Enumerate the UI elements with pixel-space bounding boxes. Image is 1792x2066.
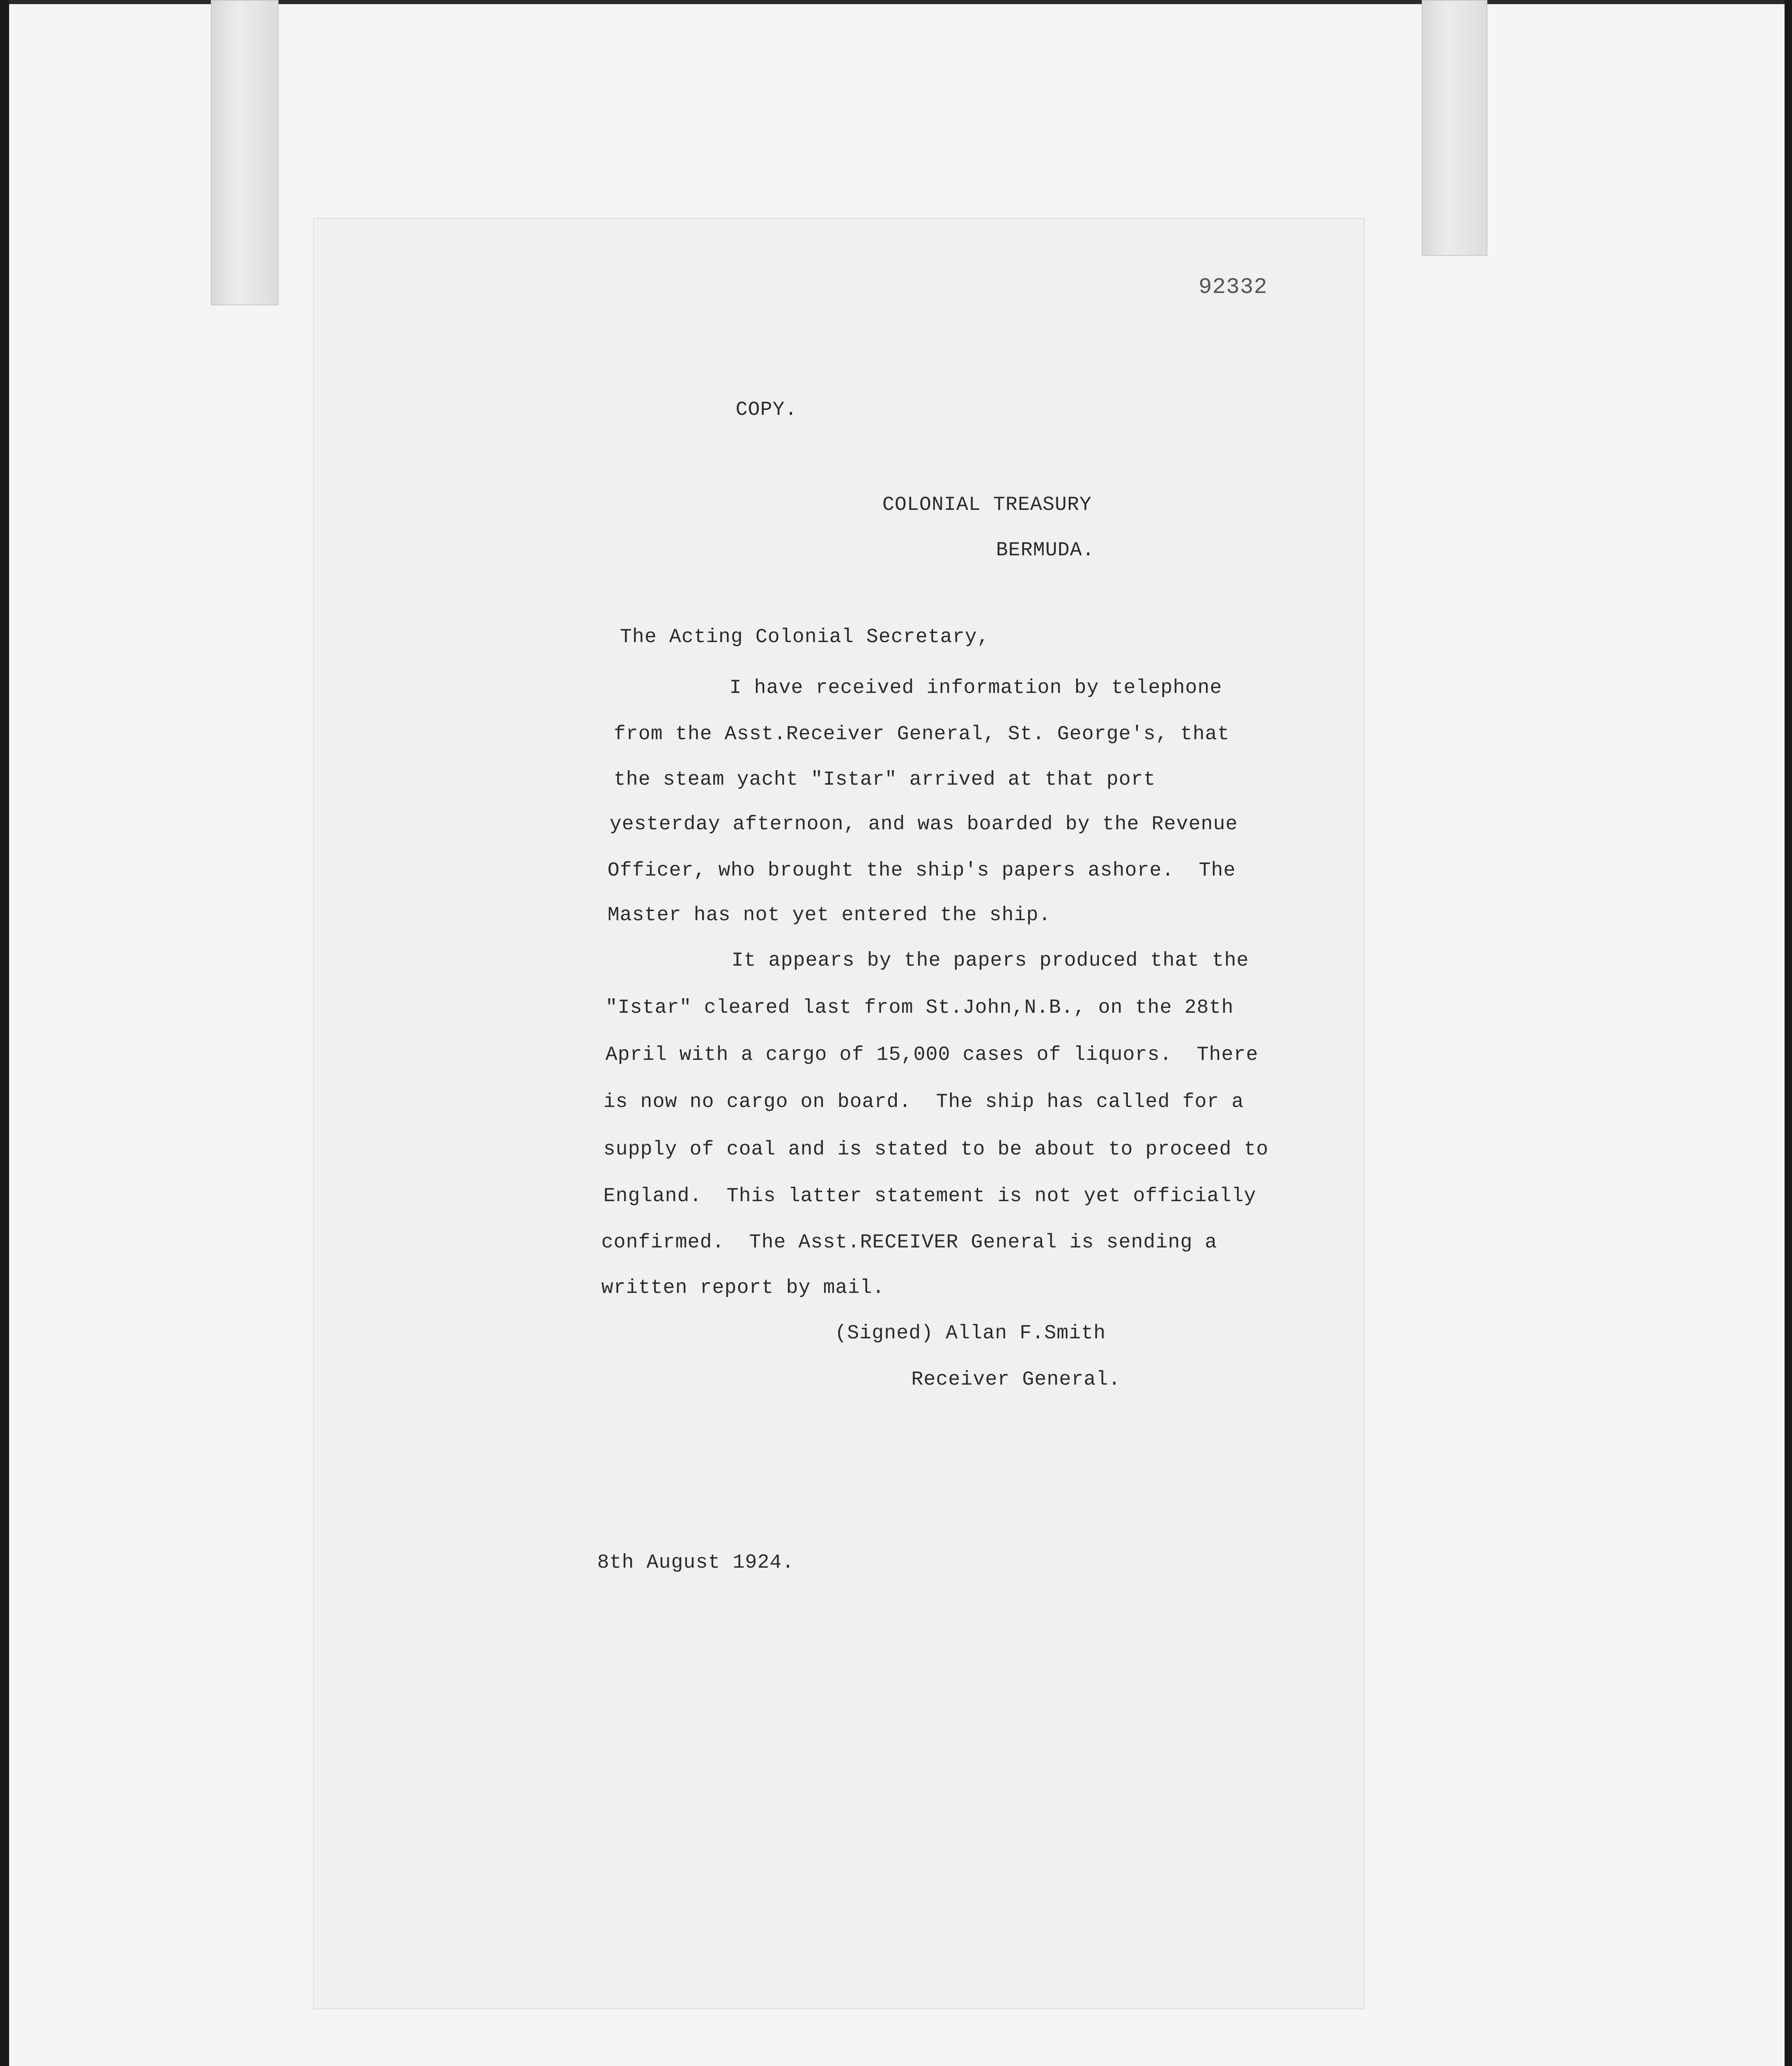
body-line: April with a cargo of 15,000 cases of liquors. There — [605, 1044, 1258, 1066]
scan-edge-left — [0, 0, 9, 2066]
signature-title: Receiver General. — [911, 1369, 1121, 1391]
body-line: Master has not yet entered the ship. — [608, 904, 1051, 926]
body-line: "Istar" cleared last from St.John,N.B., on the 28th — [605, 997, 1234, 1019]
tape-strip — [1422, 0, 1487, 256]
body-line: yesterday afternoon, and was boarded by the Revenue — [610, 813, 1238, 835]
header-line-1: COLONIAL TREASURY — [882, 494, 1092, 516]
copy-mark: COPY. — [736, 399, 798, 421]
signature: (Signed) Allan F.Smith — [835, 1322, 1106, 1345]
body-line: written report by mail. — [601, 1277, 885, 1299]
page-number: 92332 — [1199, 275, 1268, 300]
tape-strip — [211, 0, 279, 305]
salutation: The Acting Colonial Secretary, — [620, 626, 990, 648]
document-sheet — [314, 219, 1364, 2008]
body-line: It appears by the papers produced that the — [732, 950, 1249, 972]
body-line: I have received information by telephone — [729, 677, 1222, 699]
body-line: from the Asst.Receiver General, St. George's, that — [614, 723, 1230, 745]
body-line: Officer, who brought the ship's papers ashore. The — [608, 859, 1236, 882]
scan-edge-right — [1785, 0, 1792, 2066]
body-line: confirmed. The Asst.RECEIVER General is sending a — [601, 1231, 1218, 1254]
body-line: England. This latter statement is not yet officially — [603, 1185, 1256, 1207]
body-line: supply of coal and is stated to be about to proceed to — [603, 1138, 1269, 1161]
body-line: the steam yacht "Istar" arrived at that port — [614, 769, 1156, 791]
document-date: 8th August 1924. — [597, 1552, 794, 1574]
body-line: is now no cargo on board. The ship has called for a — [603, 1091, 1244, 1113]
header-line-2: BERMUDA. — [996, 539, 1095, 562]
